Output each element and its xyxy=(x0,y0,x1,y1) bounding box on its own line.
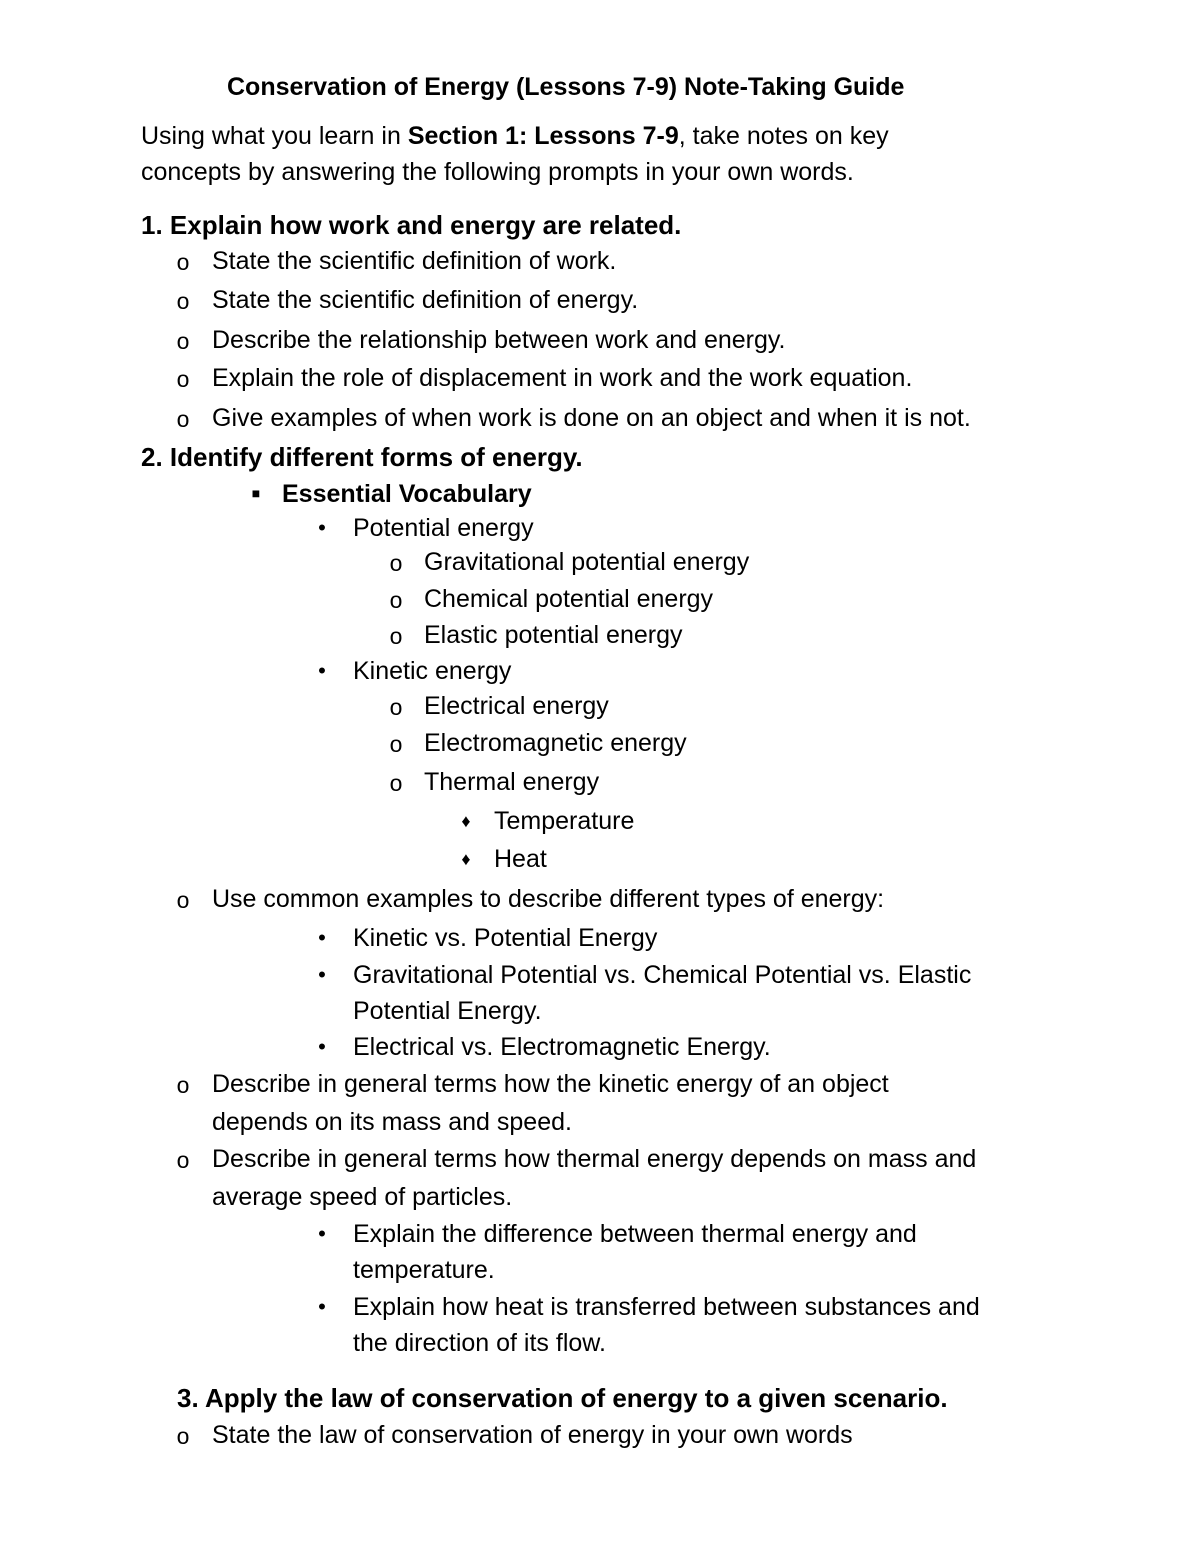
diamond-bullet-icon: ♦ xyxy=(461,811,471,831)
circle-bullet-icon: o xyxy=(389,587,403,613)
example-item: Gravitational Potential vs. Chemical Potential vs. Elastic xyxy=(353,961,972,989)
intro-line-1 xyxy=(141,121,889,151)
vocab-potential-sub: Chemical potential energy xyxy=(424,585,714,613)
bullet-icon: • xyxy=(318,1221,326,1246)
kinetic-prompt-continued: depends on its mass and speed. xyxy=(212,1108,572,1136)
example-item: Electrical vs. Electromagnetic Energy. xyxy=(353,1033,771,1061)
bullet-icon: • xyxy=(318,658,326,683)
bullet-icon: • xyxy=(318,925,326,950)
circle-bullet-icon: o xyxy=(176,328,190,354)
circle-bullet-icon: o xyxy=(176,249,190,275)
section-1-item: Explain the role of displacement in work and the work equation. xyxy=(212,364,913,392)
circle-bullet-icon: o xyxy=(389,731,403,757)
vocab-kinetic-sub: Thermal energy xyxy=(424,768,600,796)
section-1-item: State the scientific definition of work. xyxy=(212,247,617,275)
vocab-thermal-sub: Heat xyxy=(494,845,547,873)
bullet-icon: • xyxy=(318,962,326,987)
section-2-heading: 2. Identify different forms of energy. xyxy=(141,442,583,472)
circle-bullet-icon: o xyxy=(176,1423,190,1449)
bullet-icon: • xyxy=(318,1034,326,1059)
intro-text-post: , take notes on key xyxy=(678,122,889,150)
kinetic-prompt: Describe in general terms how the kinetic energy of an object xyxy=(212,1070,889,1098)
square-bullet-icon: ■ xyxy=(251,485,261,501)
vocab-potential-sub: Gravitational potential energy xyxy=(424,548,750,576)
circle-bullet-icon: o xyxy=(176,366,190,392)
circle-bullet-icon: o xyxy=(389,623,403,649)
circle-bullet-icon: o xyxy=(176,288,190,314)
section-1-item: Describe the relationship between work and energy. xyxy=(212,326,786,354)
circle-bullet-icon: o xyxy=(176,406,190,432)
intro-text-pre: Using what you learn in xyxy=(141,122,408,150)
section-3-item: State the law of conservation of energy in your own words xyxy=(212,1421,853,1449)
circle-bullet-icon: o xyxy=(176,1072,190,1098)
examples-prompt: Use common examples to describe different types of energy: xyxy=(212,885,885,913)
intro-line-2: concepts by answering the following prompts in your own words. xyxy=(141,158,854,186)
section-1-heading: 1. Explain how work and energy are related. xyxy=(141,210,682,240)
section-3-heading: 3. Apply the law of conservation of energy to a given scenario. xyxy=(177,1383,948,1413)
circle-bullet-icon: o xyxy=(389,550,403,576)
thermal-detail: Explain how heat is transferred between substances and xyxy=(353,1293,980,1321)
example-item: Kinetic vs. Potential Energy xyxy=(353,924,658,952)
thermal-detail-continued: the direction of its flow. xyxy=(353,1329,606,1357)
vocabulary-heading: Essential Vocabulary xyxy=(282,480,532,508)
circle-bullet-icon: o xyxy=(176,887,190,913)
thermal-prompt: Describe in general terms how thermal energy depends on mass and xyxy=(212,1145,977,1173)
vocab-kinetic-sub: Electromagnetic energy xyxy=(424,729,687,757)
vocab-thermal-sub: Temperature xyxy=(494,807,635,835)
circle-bullet-icon: o xyxy=(389,770,403,796)
vocab-kinetic-sub: Electrical energy xyxy=(424,692,609,720)
section-1-item: Give examples of when work is done on an object and when it is not. xyxy=(212,404,971,432)
example-item-continued: Potential Energy. xyxy=(353,997,542,1025)
circle-bullet-icon: o xyxy=(389,694,403,720)
thermal-detail: Explain the difference between thermal energy and xyxy=(353,1220,917,1248)
section-1-item: State the scientific definition of energy. xyxy=(212,286,639,314)
thermal-prompt-continued: average speed of particles. xyxy=(212,1183,513,1211)
vocab-kinetic-energy: Kinetic energy xyxy=(353,657,512,685)
bullet-icon: • xyxy=(318,515,326,540)
vocab-potential-energy: Potential energy xyxy=(353,514,534,542)
diamond-bullet-icon: ♦ xyxy=(461,849,471,869)
vocab-potential-sub: Elastic potential energy xyxy=(424,621,683,649)
bullet-icon: • xyxy=(318,1294,326,1319)
intro-text-bold: Section 1: Lessons 7-9 xyxy=(407,122,679,150)
page-title: Conservation of Energy (Lessons 7-9) Note-Taking Guide xyxy=(227,73,905,101)
circle-bullet-icon: o xyxy=(176,1147,190,1173)
thermal-detail-continued: temperature. xyxy=(353,1256,495,1284)
